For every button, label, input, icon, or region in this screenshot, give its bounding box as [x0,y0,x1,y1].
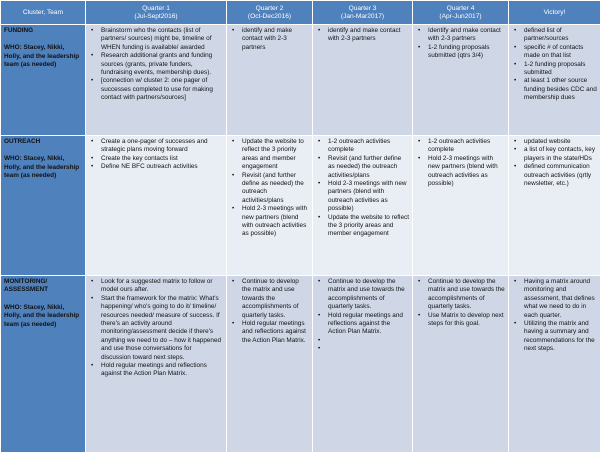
bullet-item: • Start the framework for the matrix: What's happening/ who's going to do it/ timeline/ resources needed/ measure of success. If there's an activity around monitoring/assessment decide if there's anything we need to do – how it happened and use those conversations for discussion toward next steps. [101,295,223,362]
funding-q4-cell [413,25,509,136]
monitoring-q2-cell [227,276,313,453]
outreach-q1-cell [86,136,227,276]
bullet-item: • 1-2 funding proposals submitted [524,61,597,78]
bullet-item: • at least 1 other source funding besides CDC and membership dues [524,77,597,102]
bullet-item [328,337,409,345]
header-victory: Victory! [509,1,600,25]
funding-victory-cell [509,25,600,136]
cluster-name: MONITORING/ ASSESSMENT [4,278,82,295]
bullet-item: • Look for a suggested matrix to follow or model ours after. [101,278,223,295]
bullet-item: • Utilizing the matrix and having a summary and recommendations for the next steps. [524,320,597,354]
quarter-title: Quarter 1 [88,5,224,13]
bullet-item: • specific # of contacts made on that list [524,44,597,61]
bullet-item: • Update the website to reflect the 3 priority areas and member engagement [242,138,309,172]
bullet-item [328,345,409,353]
bullet-item: • Hold 2-3 meetings with new partners (blend with outreach activities as possible) [328,180,409,214]
bullet-item: • Having a matrix around monitoring and assessment, that defines what we need to do in each quarter. [524,278,597,320]
bullet-item: • a list of key contacts, key players in the state/HDs [524,146,597,163]
funding-q1-cell [86,25,227,136]
quarter-title: Quarter 2 [229,5,310,13]
outreach-q3-cell [313,136,413,276]
plan-body [1,25,600,453]
header-quarter-4 [413,1,509,25]
bullet-item: • Define NE BFC outreach activities [101,163,223,171]
bullet-item: • identify and make contact with 2-3 partners [328,27,409,44]
header-quarter-1 [86,1,227,25]
quarter-dates: (Jan-Mar2017) [315,13,410,21]
bullet-item: • updated website [524,138,597,146]
bullet-item: • Revisit (and further define as needed) the outreach activities/plans [242,172,309,206]
bullet-item: • Hold regular meetings and reflections against the Action Plan Matrix. [328,312,409,337]
monitoring-q3-cell [313,276,413,453]
quarter-dates: (Oct-Dec2016) [229,13,310,21]
cluster-name: FUNDING [4,27,82,35]
bullet-item: • Hold regular meetings and reflections against the Action Plan Matrix. [242,320,309,345]
bullet-item: • Hold 2-3 meetings with new partners (blend with outreach activities as possible) [428,155,505,189]
row-header-outreach [1,136,86,276]
bullet-item: • Brainstorm who the contacts (list of partners/ sources) might be, timeline of WHEN funding is available/ awarded [101,27,223,52]
bullet-item: • Hold regular meetings and reflections against the Action Plan Matrix. [101,362,223,379]
bullet-item: • [connection w/ cluster 2: one pager of successes completed to use for making contact with partners/sources] [101,77,223,102]
outreach-row [1,136,600,276]
bullet-item: • Continue to develop the matrix and use towards the accomplishments of quarterly tasks. [428,278,505,312]
monitoring-q1-cell [86,276,227,453]
bullet-item: • Update the website to reflect the 3 priority areas and member engagement [328,214,409,239]
bullet-item: • Use Matrix to develop next steps for this goal. [428,312,505,329]
monitoring-q4-cell [413,276,509,453]
outreach-q2-cell [227,136,313,276]
quarter-title: Quarter 3 [315,5,410,13]
row-header-monitoring [1,276,86,453]
quarter-dates: (Jul-Sept2016) [88,13,224,21]
quarter-dates: (Apr-Jun2017) [415,13,506,21]
quarter-title: Quarter 4 [415,5,506,13]
team-members: WHO: Stacey, Nikki, Holly, and the leadership team (as needed) [4,155,82,180]
header-cluster-team: Cluster, Team [1,1,86,25]
team-members: WHO: Stacey, Nikki, Holly, and the leadership team (as needed) [4,304,82,329]
team-members: WHO: Stacey, Nikki, Holly, and the leadership team (as needed) [4,44,82,69]
header-quarter-2 [227,1,313,25]
bullet-item: • Continue to develop the matrix and use towards the accomplishments of quarterly tasks. [242,278,309,320]
bullet-item: • 1-2 outreach activities complete [428,138,505,155]
cluster-name: OUTREACH [4,138,82,146]
bullet-item: • Create the key contacts list [101,155,223,163]
header-row [1,1,600,25]
bullet-item: • Continue to develop the matrix and use towards the accomplishments of quarterly tasks. [328,278,409,312]
bullet-item: • identify and make contact with 2-3 partners [242,27,309,52]
bullet-item: • 1-2 funding proposals submitted (qtrs 3/4) [428,44,505,61]
header-quarter-3 [313,1,413,25]
bullet-item: • defined list of partner/sources [524,27,597,44]
bullet-item: • Create a one-pager of successes and strategic plans moving forward [101,138,223,155]
bullet-item: • Identify and make contact with 2-3 partners [428,27,505,44]
outreach-q4-cell [413,136,509,276]
funding-q3-cell [313,25,413,136]
bullet-item: • Research additional grants and funding sources (grants, private funders, fundraising events, membership dues). [101,52,223,77]
outreach-victory-cell [509,136,600,276]
bullet-item: • defined communication outreach activities (qrtly newsletter, etc.) [524,163,597,188]
bullet-item: • Revisit (and further define as needed) the outreach activities/plans [328,155,409,180]
funding-q2-cell [227,25,313,136]
bullet-item: • Hold 2-3 meetings with new partners (blend with outreach activities as possible) [242,205,309,239]
monitoring-victory-cell [509,276,600,453]
row-header-funding [1,25,86,136]
bullet-item: • 1-2 outreach activities complete [328,138,409,155]
funding-row [1,25,600,136]
monitoring-row [1,276,600,453]
